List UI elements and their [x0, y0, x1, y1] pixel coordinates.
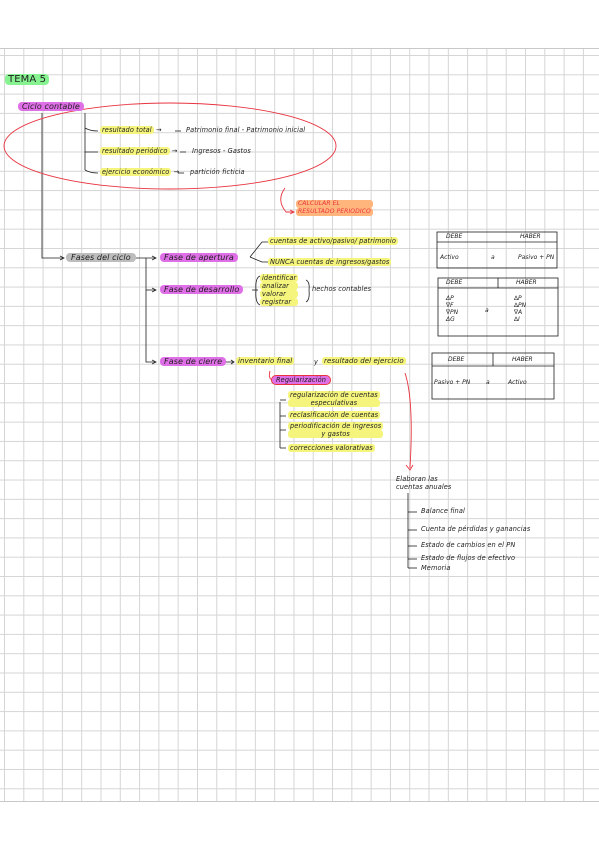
phase-desarrollo: Fase de desarrollo [160, 284, 243, 295]
haber-header: HABER [516, 279, 537, 286]
reg-item: periodificación de ingresos y gastos [290, 422, 382, 438]
debe-cell: Pasivo + PN [434, 379, 471, 386]
page-title-text: TEMA 5 [5, 74, 49, 85]
cuentas-item: Cuenta de pérdidas y ganancias [421, 525, 531, 533]
phases-label: Fases del ciclo [66, 252, 136, 263]
desarrollo-verbs: identificar analizar valorar registrar [262, 274, 297, 306]
cycle-item: resultado total → [102, 126, 162, 134]
cuentas-intro: Elaboran las cuentas anuales [396, 475, 452, 491]
cycle-item: ejercicio económico → [102, 168, 180, 176]
regularizacion-label: Regularización [272, 376, 330, 385]
cycle-item-def: Patrimonio final - Patrimonio inicial [186, 126, 306, 134]
phase-apertura: Fase de apertura [160, 252, 238, 263]
cierre-resultado: resultado del ejercicio [324, 357, 404, 365]
reg-item: correcciones valorativas [290, 444, 373, 452]
cycle-item: resultado periódico → [102, 147, 178, 155]
debe-header: DEBE [446, 233, 463, 240]
cuentas-item: Estado de flujos de efectivo [421, 554, 516, 562]
mid-label: a [485, 307, 489, 314]
haber-header: HABER [512, 356, 533, 363]
debe-cell: ΔG [446, 316, 455, 323]
reg-item: regularización de cuentas especulativas [290, 391, 378, 407]
cycle-item-def: partición ficticia [190, 168, 245, 176]
debe-cell: ∇F [446, 302, 454, 309]
haber-cell: ∆I [514, 316, 520, 323]
apertura-item: NUNCA cuentas de ingresos/gastos [270, 258, 390, 266]
apertura-item: cuentas de activo/pasivo/ patrimonio [270, 237, 396, 245]
reg-item: reclasificación de cuentas [290, 411, 379, 419]
haber-header: HABER [520, 233, 541, 240]
cierre-inventario: inventario final [238, 357, 293, 365]
mid-label: a [491, 254, 495, 261]
debe-cell: Activo [440, 254, 459, 261]
haber-cell: Pasivo + PN [518, 254, 555, 261]
debe-cell: ΔP [446, 295, 454, 302]
haber-cell: ∇A [514, 309, 523, 316]
haber-cell: ∆PN [514, 302, 527, 309]
mid-label: a [486, 379, 490, 386]
haber-cell: ∆P [514, 295, 522, 302]
debe-header: DEBE [448, 356, 465, 363]
phase-cierre: Fase de cierre [160, 356, 226, 367]
cycle-item-def: Ingresos - Gastos [192, 147, 251, 155]
debe-header: DEBE [446, 279, 463, 286]
cierre-connector: y [314, 358, 319, 366]
desarrollo-result: hechos contables [312, 285, 372, 293]
cuentas-item: Balance final [421, 507, 465, 515]
debe-cell: ∇PN [446, 309, 459, 316]
cuentas-item: Estado de cambios en el PN [421, 541, 516, 549]
cycle-label: Ciclo contable [18, 101, 84, 112]
cuentas-item: Memoria [421, 564, 451, 572]
haber-cell: Activo [508, 379, 527, 386]
calcular-note: CALCULAR EL RESULTADO PERIODICO [298, 200, 371, 215]
